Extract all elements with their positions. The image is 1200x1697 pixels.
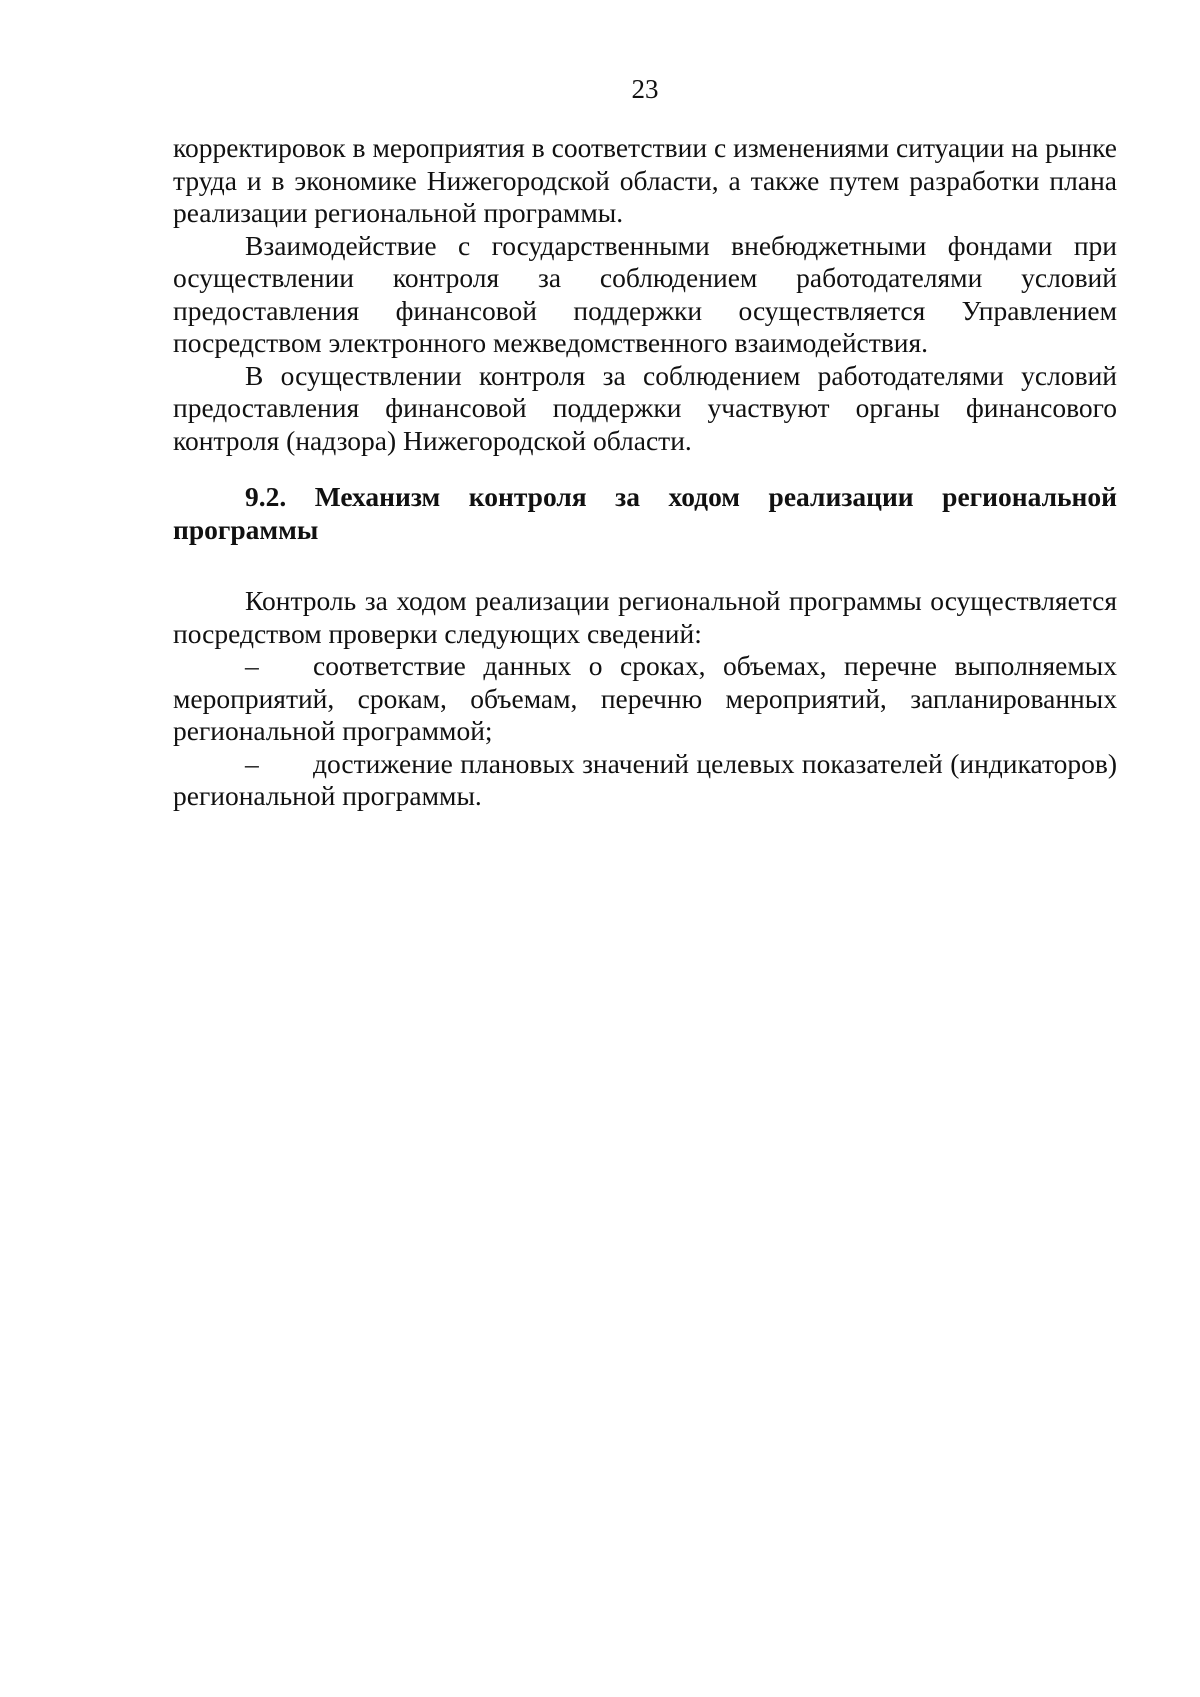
list-item	[173, 748, 1117, 813]
document-body	[173, 132, 1117, 813]
paragraph-financial-control: В осуществлении контроля за соблюдением работодателями условий предоставления финансовой поддержки участвуют органы финансового контроля (надзора) Нижегородской области.	[173, 359, 1117, 456]
list-marker: –	[245, 747, 259, 779]
section-intro: Контроль за ходом реализации региональной программы осуществляется посредством проверки следующих сведений:	[173, 585, 1117, 649]
list-marker: –	[245, 650, 259, 681]
list-item-text: достижение плановых значений целевых показателей (индикаторов) региональной программы.	[173, 747, 1117, 811]
section-heading: 9.2. Механизм контроля за ходом реализации региональной программы	[173, 481, 1117, 545]
list-item-text: соответствие данных о сроках, объемах, перечне выполняемых мероприятий, срокам, объемам, перечню мероприятий, запланированных региональной программой;	[173, 650, 1117, 746]
page-number: 23	[631, 74, 659, 104]
paragraph-funds-interaction: Взаимодействие с государственными внебюджетными фондами при осуществлении контроля за соблюдением работодателями условий предоставления финансовой поддержки осуществляется Управлением посредством электронного межведомственного взаимодействия.	[173, 229, 1117, 358]
list-item	[173, 650, 1117, 748]
spacer	[173, 546, 1117, 585]
paragraph-continuation: корректировок в мероприятия в соответствии с изменениями ситуации на рынке труда и в экономике Нижегородской области, а также путем разработки плана реализации региональной программы.	[173, 132, 1117, 228]
